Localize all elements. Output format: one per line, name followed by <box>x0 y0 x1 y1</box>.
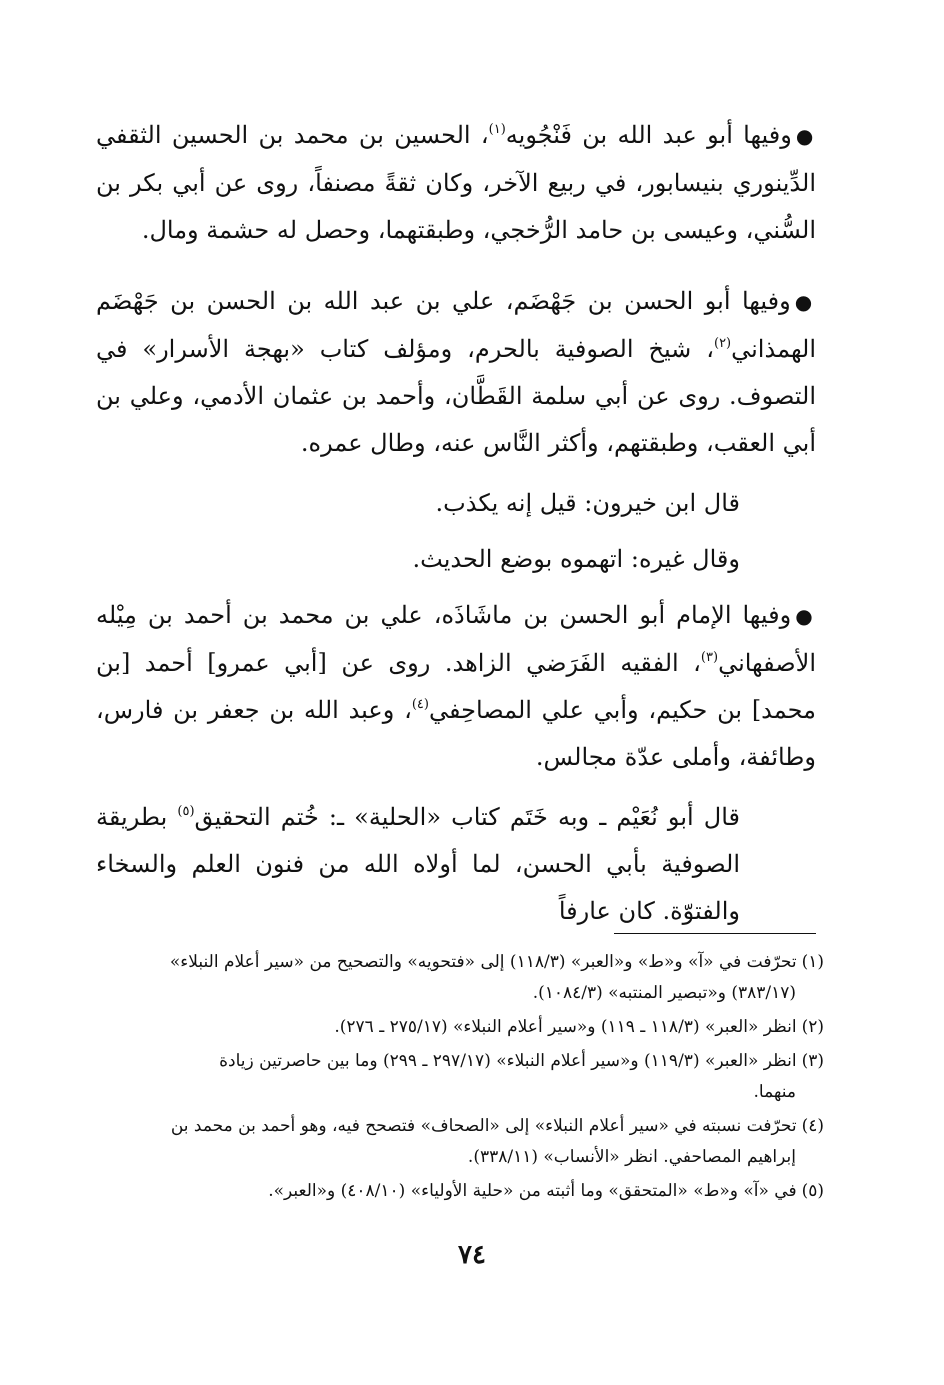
page-number: ٧٤ <box>458 1240 486 1270</box>
main-text <box>96 112 816 935</box>
footnote-divider <box>614 933 816 934</box>
bullet-icon: ● <box>795 604 816 628</box>
footnote-ref-5[interactable]: (٥) <box>177 804 195 819</box>
footnote-ref-4[interactable]: (٤) <box>411 697 429 712</box>
footnote-4: (٤)تحرّفت نسبته في «سير أعلام النبلاء» إلى «الصحاف» فتصحح فيه، وهو أحمد بن محمد بن إبراهيم المصاحفي. انظر «الأنساب» (٣٣٨/١١). <box>170 1116 824 1167</box>
footnote-ref-2[interactable]: (٢) <box>713 336 732 351</box>
paragraph-3: قال ابن خيرون: قيل إنه يكذب. <box>435 489 740 517</box>
footnote-ref-3[interactable]: (٣) <box>700 650 719 665</box>
footnote-1: (١)تحرّفت في «آ» و«ط» و«العبر» (١١٨/٣) إلى «فتحويه» والتصحيح من «سير أعلام النبلاء» (٣٨٣/١٧) و«تبصير المنتبه» (١٠٨٤/٣). <box>169 952 824 1003</box>
paragraph-4: وقال غيره: اتهموه بوضع الحديث. <box>412 545 740 573</box>
bullet-icon: ● <box>795 124 816 148</box>
footnote-5: (٥)في «آ» و«ط» «المتحقق» وما أثبته من «حلية الأولياء» (٤٠٨/١٠) و«العبر». <box>268 1181 824 1201</box>
footnote-2: (٢)انظر «العبر» (١١٨/٣ ـ ١١٩) و«سير أعلام النبلاء» (٢٧٥/١٧ ـ ٢٧٦). <box>334 1017 824 1037</box>
paragraph-1: ●وفيها أبو عبد الله بن فَنْجُويه$^{(١)}$، الحسين بن محمد بن الحسين الثقفي الدِّينوري بنيسابور، في ربيع الآخر، وكان ثقةً مصنفاً، روى عن أبي بكر بن السُّني، وعيسى بن حامد الرُّخجي، وطبقتهما، وحصل له حشمة ومال. <box>96 121 816 244</box>
paragraph-2: ●وفيها أبو الحسن بن جَهْضَم، علي بن عبد الله بن الحسن بن جَهْضَم الهمذاني$^{(٢)}$، شيخ الصوفية بالحرم، ومؤلف كتاب «بهجة الأسرار» في التصوف. روى عن أبي سلمة القَطَّان، وأحمد بن عثمان الأدمي، وعلي بن أبي العقب، وطبقتهم، وأكثر النَّاس عنه، وطال عمره. <box>96 287 816 457</box>
footnotes <box>104 947 824 1210</box>
footnote-3: (٣)انظر «العبر» (١١٩/٣) و«سير أعلام النبلاء» (٢٩٧/١٧ ـ ٢٩٩) وما بين حاصرتين زيادة منهما. <box>219 1051 824 1102</box>
bullet-icon: ● <box>794 290 816 314</box>
paragraph-6: قال أبو نُعَيْم ـ وبه خَتَم كتاب «الحلية» ـ: خُتم التحقيق$^{(٥)}$ بطريقة الصوفية بأبي الحسن، لما أولاه الله من فنون العلم والسخاء والفتوّة. كان عارفاً <box>96 803 740 925</box>
paragraph-5: ●وفيها الإمام أبو الحسن بن ماشَاذَه، علي بن محمد بن أحمد بن مِيْله الأصفهاني$^{(٣)}$، الفقيه الفَرَضي الزاهد. روى عن [أبي عمرو] أحمد [بن محمد] بن حكيم، وأبي علي المصاحِفي$^{(٤)}$، وعبد الله بن جعفر بن فارس، وطائفة، وأملى عدّة مجالس. <box>96 601 817 771</box>
footnote-ref-1[interactable]: (١) <box>488 122 506 137</box>
